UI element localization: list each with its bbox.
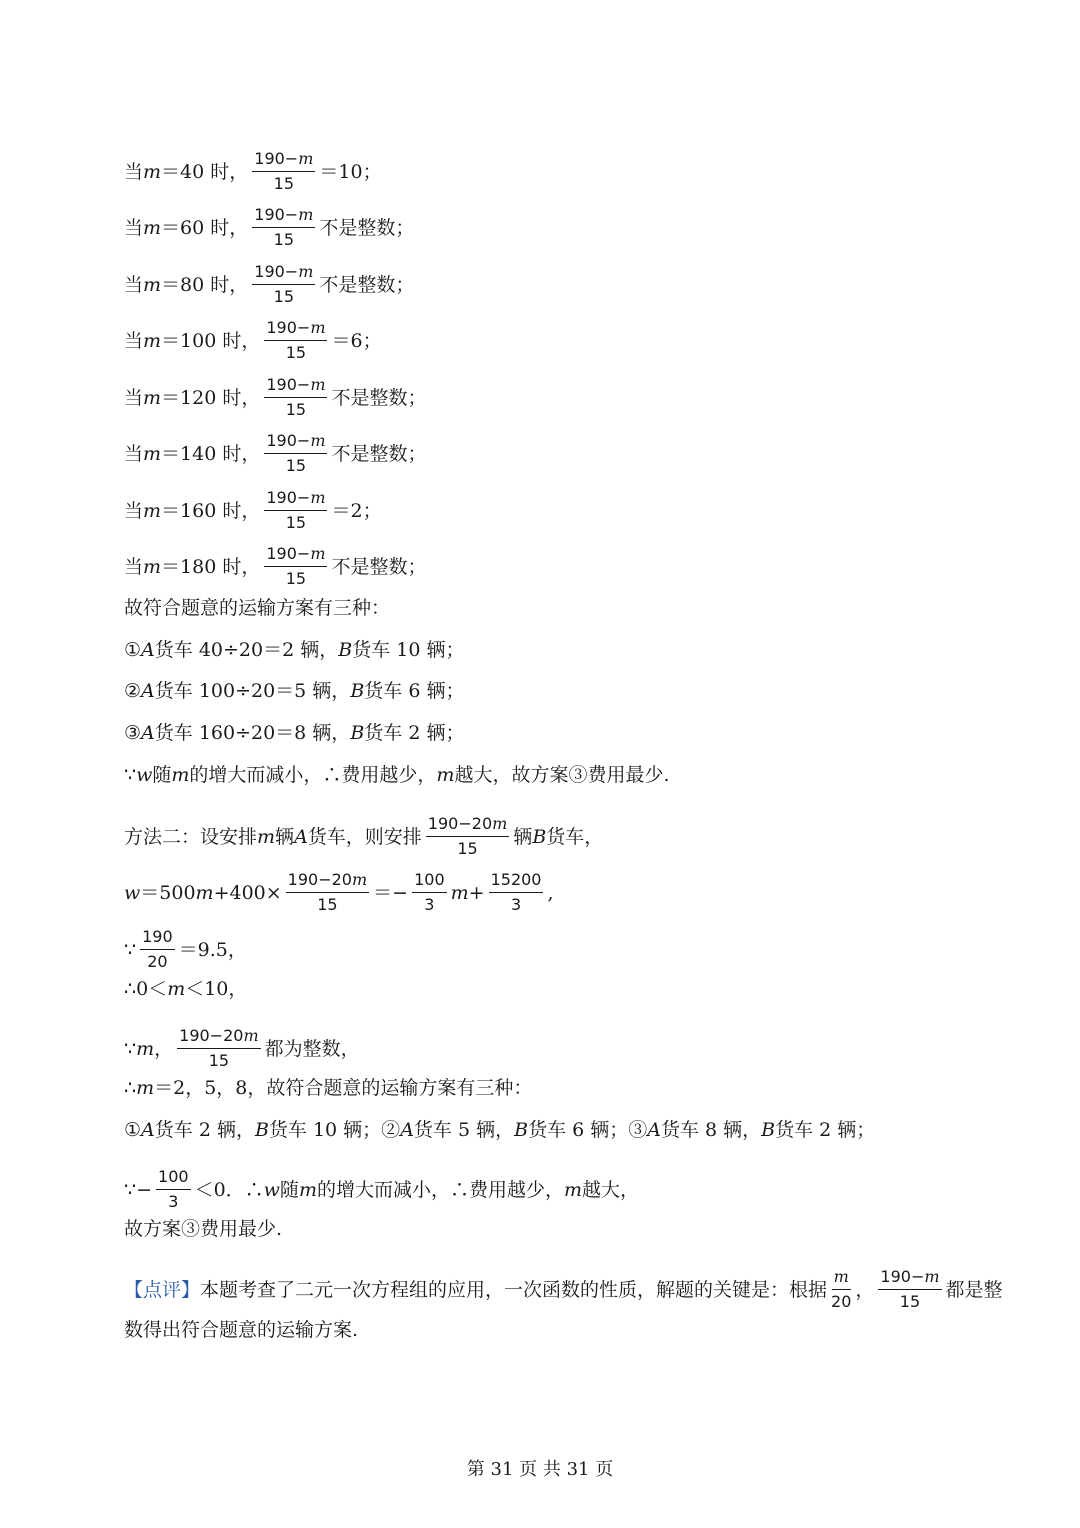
- var-m: m: [563, 1178, 583, 1201]
- var-m: m: [310, 375, 326, 394]
- remark-tag: 【点评】: [124, 1278, 201, 1301]
- fraction-100-over-3: [412, 870, 447, 915]
- plan-line-3: [124, 721, 464, 745]
- text: 货车 10 辆；②: [268, 1119, 401, 1141]
- plan-text: 货车 160÷20＝8 辆，: [154, 722, 351, 744]
- fraction-190-m-over-15: [264, 431, 327, 476]
- var-m: m: [136, 1077, 155, 1099]
- text: 数得出符合题意的运输方案.: [124, 1319, 359, 1341]
- text: 辆: [513, 825, 533, 848]
- var-m: m: [143, 442, 162, 465]
- frac-den: 15: [285, 400, 307, 419]
- page-footer: [0, 1458, 1080, 1482]
- case-line-60: [124, 205, 414, 250]
- text: ①: [124, 1119, 142, 1141]
- range-line: [124, 977, 247, 1001]
- var-m: m: [310, 488, 326, 507]
- var-A: A: [141, 639, 155, 661]
- var-B: B: [350, 680, 365, 702]
- frac-den: 3: [510, 895, 522, 914]
- frac-num: 190−: [266, 488, 311, 507]
- case-suffix: 不是整数；: [331, 442, 427, 465]
- text: 货车 8 辆，: [660, 1119, 762, 1141]
- var-m: m: [436, 764, 455, 786]
- case-mid: ＝160 时，: [161, 499, 261, 522]
- text: 的增大而减小，∴费用越少，: [316, 1178, 564, 1201]
- summary-text: 故符合题意的运输方案有三种：: [124, 597, 391, 619]
- var-m: m: [143, 273, 162, 296]
- frac-num: 190−20: [427, 814, 493, 833]
- text: 辆: [275, 825, 295, 848]
- case-mid: ＝140 时，: [161, 442, 261, 465]
- fraction-100-over-3: [156, 1167, 191, 1212]
- method2-plans-line: [124, 1118, 875, 1142]
- case-line-160: [124, 488, 382, 533]
- frac-num: 190−: [266, 375, 311, 394]
- integers-line: [124, 1026, 360, 1071]
- text: 的增大而减小，∴费用越少，: [189, 764, 437, 786]
- text: 随: [152, 764, 172, 786]
- frac-den: 15: [899, 1292, 921, 1311]
- plan-marker: ②: [124, 680, 142, 702]
- var-A: A: [141, 680, 155, 702]
- var-w: w: [124, 881, 141, 904]
- case-suffix: ＝10；: [319, 160, 382, 183]
- text: ，: [855, 1278, 875, 1301]
- var-m: m: [171, 764, 190, 786]
- var-B: B: [338, 639, 353, 661]
- plan-text: 货车 100÷20＝5 辆，: [154, 680, 351, 702]
- var-m: m: [310, 544, 326, 563]
- case-prefix: 当: [124, 273, 144, 296]
- case-mid: ＝40 时，: [161, 160, 249, 183]
- fraction-m-over-20: [831, 1267, 851, 1312]
- case-suffix: 不是整数；: [331, 555, 427, 578]
- var-m: m: [450, 881, 469, 904]
- plan-text: 货车 40÷20＝2 辆，: [154, 639, 339, 661]
- var-m: m: [298, 149, 314, 168]
- text: 故方案③费用最少.: [124, 1218, 283, 1240]
- text: ＜10，: [185, 978, 248, 1000]
- frac-den: 20: [147, 952, 168, 971]
- frac-den: 15: [285, 513, 307, 532]
- fraction-15200-over-3: [489, 870, 544, 915]
- frac-num: 190−20: [179, 1026, 244, 1045]
- slope-line: [124, 1167, 639, 1212]
- fraction-190-20m-over-15: [286, 870, 369, 915]
- plan-text: 货车 2 辆；: [364, 722, 465, 744]
- text: ，: [154, 1037, 174, 1060]
- case-suffix: 不是整数；: [319, 273, 415, 296]
- var-m: m: [143, 216, 162, 239]
- text: +400×: [213, 881, 282, 904]
- frac-den: 15: [457, 839, 478, 858]
- frac-den: 20: [831, 1292, 852, 1311]
- final-line: [124, 1217, 282, 1241]
- frac-den: 15: [285, 456, 307, 475]
- remark-line-1: [124, 1267, 1003, 1312]
- text: 随: [279, 1178, 299, 1201]
- fraction-190-m-over-15: [264, 375, 327, 420]
- plan-line-2: [124, 679, 464, 703]
- frac-num: 15200: [489, 870, 544, 893]
- text: 货车 2 辆，: [154, 1119, 255, 1141]
- frac-den: 15: [208, 1051, 230, 1070]
- because-symbol: ∵: [124, 764, 137, 786]
- frac-num: 190−: [254, 262, 299, 281]
- var-m: m: [298, 205, 314, 224]
- var-m: m: [143, 555, 162, 578]
- var-m: m: [492, 814, 508, 833]
- text: 货车，则安排: [307, 825, 422, 848]
- var-m: m: [143, 329, 162, 352]
- w-equation: [124, 870, 554, 915]
- text: ∴: [124, 1077, 137, 1099]
- frac-den: 3: [168, 1192, 179, 1211]
- var-m: m: [833, 1267, 849, 1286]
- var-B: B: [514, 1119, 529, 1141]
- case-prefix: 当: [124, 160, 144, 183]
- text: 都是整: [945, 1278, 1003, 1301]
- case-prefix: 当: [124, 499, 144, 522]
- text: 都为整数，: [264, 1037, 360, 1060]
- text: ＝9.5，: [178, 938, 247, 961]
- plan-marker: ③: [124, 722, 142, 744]
- var-m: m: [243, 1026, 259, 1045]
- case-mid: ＝120 时，: [161, 386, 261, 409]
- fraction-190-m-over-15: [878, 1267, 941, 1312]
- text: 越大，故方案③费用最少.: [454, 764, 670, 786]
- var-B: B: [532, 825, 547, 848]
- text: ,: [547, 881, 554, 904]
- var-m: m: [195, 881, 214, 904]
- frac-num: 190: [140, 927, 175, 950]
- fraction-190-20m-over-15: [177, 1026, 260, 1071]
- text: ＜0．∴: [194, 1178, 264, 1201]
- because-symbol: ∵: [124, 1037, 137, 1060]
- var-w: w: [136, 764, 153, 786]
- var-A: A: [141, 1119, 155, 1141]
- fraction-190-m-over-15: [264, 488, 327, 533]
- plan-line-1: [124, 638, 464, 662]
- var-A: A: [647, 1119, 661, 1141]
- fraction-190-m-over-15: [252, 205, 315, 250]
- case-mid: ＝80 时，: [161, 273, 249, 296]
- case-line-180: [124, 544, 427, 589]
- text: +: [468, 881, 485, 904]
- frac-den: 15: [285, 569, 307, 588]
- var-m: m: [298, 1178, 317, 1201]
- frac-num: 190−: [254, 149, 299, 168]
- frac-den: 15: [317, 895, 338, 914]
- case-mid: ＝180 时，: [161, 555, 261, 578]
- var-B: B: [254, 1119, 269, 1141]
- var-m: m: [167, 978, 186, 1000]
- text: 越大，: [582, 1178, 640, 1201]
- text: ∴0＜: [124, 978, 168, 1000]
- case-prefix: 当: [124, 442, 144, 465]
- var-m: m: [351, 870, 368, 889]
- values-line: [124, 1076, 532, 1100]
- var-m: m: [143, 386, 162, 409]
- var-m: m: [310, 431, 326, 450]
- case-line-100: [124, 318, 382, 363]
- var-m: m: [298, 262, 314, 281]
- fraction-190-m-over-15: [252, 262, 315, 307]
- text: ＝500: [140, 881, 196, 904]
- var-A: A: [141, 722, 155, 744]
- var-m: m: [143, 499, 162, 522]
- plan-text: 货车 10 辆；: [352, 639, 465, 661]
- since-190-over-20: [124, 927, 247, 972]
- case-mid: ＝60 时，: [161, 216, 249, 239]
- var-B: B: [350, 722, 365, 744]
- var-m: m: [924, 1267, 940, 1286]
- text: 货车 5 辆，: [413, 1119, 515, 1141]
- var-m: m: [257, 825, 276, 848]
- text: ＝−: [373, 881, 409, 904]
- text: 方法二：设安排: [124, 825, 258, 848]
- fraction-190-20m-over-15: [426, 814, 509, 859]
- frac-num: 100: [412, 870, 447, 893]
- case-suffix: 不是整数；: [331, 386, 427, 409]
- frac-num: 100: [156, 1167, 191, 1190]
- case-line-140: [124, 431, 427, 476]
- frac-den: 15: [273, 287, 294, 306]
- case-suffix: ＝6；: [331, 329, 382, 352]
- text: 货车，: [546, 825, 604, 848]
- frac-den: 3: [424, 895, 435, 914]
- case-suffix: 不是整数；: [319, 216, 415, 239]
- fraction-190-m-over-15: [264, 544, 327, 589]
- case-suffix: ＝2；: [331, 499, 382, 522]
- case-prefix: 当: [124, 386, 144, 409]
- fraction-190-m-over-15: [264, 318, 327, 363]
- var-A: A: [400, 1119, 414, 1141]
- frac-num: 190−: [266, 544, 311, 563]
- frac-den: 15: [273, 174, 294, 193]
- frac-num: 190−: [266, 431, 311, 450]
- method1-conclusion: [124, 763, 670, 787]
- case-mid: ＝100 时，: [161, 329, 261, 352]
- case-line-120: [124, 375, 427, 420]
- frac-den: 15: [285, 343, 307, 362]
- var-m: m: [310, 318, 326, 337]
- plan-text: 货车 6 辆；: [364, 680, 465, 702]
- frac-num: 190−: [254, 205, 299, 224]
- page-number: 第 31 页 共 31 页: [466, 1459, 614, 1480]
- var-w: w: [263, 1178, 280, 1201]
- plan-marker: ①: [124, 639, 142, 661]
- text: ∵−: [124, 1178, 153, 1201]
- text: 本题考查了二元一次方程组的应用，一次函数的性质，解题的关键是：根据: [200, 1278, 828, 1301]
- var-B: B: [761, 1119, 776, 1141]
- text: ＝2，5，8，故符合题意的运输方案有三种：: [154, 1077, 533, 1099]
- text: 货车 2 辆；: [775, 1119, 876, 1141]
- fraction-190-over-20: [140, 927, 175, 972]
- case-prefix: 当: [124, 555, 144, 578]
- because-symbol: ∵: [124, 938, 137, 961]
- case-prefix: 当: [124, 329, 144, 352]
- frac-den: 15: [273, 230, 294, 249]
- frac-num: 190−: [880, 1267, 925, 1286]
- var-m: m: [136, 1037, 155, 1060]
- method1-summary: [124, 596, 390, 620]
- case-line-40: [124, 149, 382, 194]
- remark-line-2: [124, 1318, 358, 1342]
- case-prefix: 当: [124, 216, 144, 239]
- var-m: m: [143, 160, 162, 183]
- method2-intro: [124, 814, 603, 859]
- var-A: A: [294, 825, 308, 848]
- frac-num: 190−20: [287, 870, 352, 889]
- frac-num: 190−: [266, 318, 311, 337]
- fraction-190-m-over-15: [252, 149, 315, 194]
- case-line-80: [124, 262, 414, 307]
- text: 货车 6 辆；③: [528, 1119, 648, 1141]
